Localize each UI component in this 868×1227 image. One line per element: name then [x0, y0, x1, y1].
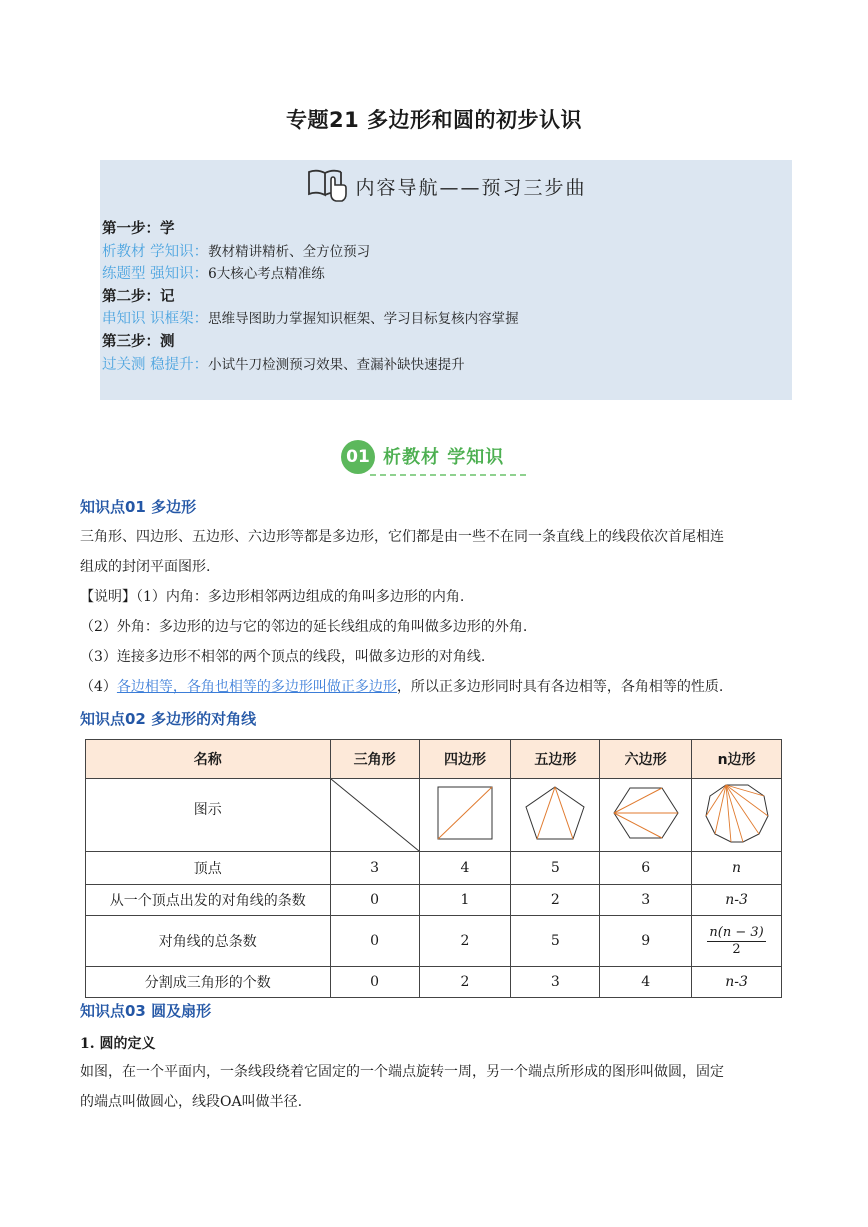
figure-row-label: 图示: [86, 779, 331, 852]
nav-tag-framework: 串知识 识框架：: [102, 311, 209, 328]
cell-value: n-3: [692, 885, 782, 916]
n-gon-figure: [704, 782, 770, 844]
table-header-row: [86, 740, 782, 779]
cell-value: 2: [419, 916, 511, 967]
cell-value: 0: [330, 916, 419, 967]
section-underline: [370, 474, 526, 476]
cell-value: 2: [419, 967, 511, 998]
quadrilateral-figure-cell: [419, 779, 511, 852]
section-banner: [340, 437, 528, 477]
content-navigation-box: [100, 160, 792, 400]
pentagon-figure: [523, 784, 587, 842]
table-row: [86, 779, 782, 852]
nav-desc-study: 教材精讲精析、全方位预习: [208, 243, 371, 260]
nav-heading-text: 内容导航——预习三步曲: [355, 176, 587, 199]
section-number-badge: 01: [341, 440, 375, 474]
nav-desc-framework: 思维导图助力掌握知识框架、学习目标复核内容掌握: [208, 311, 519, 328]
cell-value: 6: [600, 852, 692, 885]
kp1-title: 知识点01 多边形: [80, 498, 197, 516]
circle-definition-heading: 1. 圆的定义: [80, 1036, 156, 1052]
step-2-label: 第二步：记: [102, 288, 175, 305]
nav-heading: [100, 166, 792, 206]
kp1-note-4-suffix: ，所以正多边形同时具有各边相等，各角相等的性质.: [396, 679, 724, 695]
pentagon-figure-cell: [511, 779, 600, 852]
step-3-label: 第三步：测: [102, 333, 175, 350]
cell-value: 3: [600, 885, 692, 916]
book-pointer-icon: [305, 164, 349, 208]
header-triangle: 三角形: [330, 740, 419, 779]
hexagon-figure: [612, 784, 680, 842]
cell-value: 4: [600, 967, 692, 998]
kp3-title: 知识点03 圆及扇形: [80, 1002, 212, 1020]
cell-value: 3: [511, 967, 600, 998]
fraction: [707, 925, 765, 958]
kp2-title: 知识点02 多边形的对角线: [80, 710, 257, 728]
nav-tag-study: 析教材 学知识：: [102, 243, 209, 260]
kp1-paragraph-line2: 组成的封闭平面图形.: [80, 559, 211, 575]
nav-lines: [102, 218, 782, 376]
cell-value: 5: [511, 852, 600, 885]
hexagon-figure-cell: [600, 779, 692, 852]
kp3-paragraph-line2: 的端点叫做圆心，线段OA叫做半径.: [80, 1094, 303, 1110]
cell-value: 4: [419, 852, 511, 885]
row-label-vertices: 顶点: [86, 852, 331, 885]
fraction-numerator: n(n − 3): [709, 924, 764, 940]
row-label-diagonals-from-vertex: 从一个顶点出发的对角线的条数: [86, 885, 331, 916]
cell-value: 5: [511, 916, 600, 967]
cell-value: 2: [511, 885, 600, 916]
quadrilateral-figure: [435, 784, 495, 842]
header-hexagon: 六边形: [600, 740, 692, 779]
kp1-note-2: （2）外角：多边形的边与它的邻边的延长线组成的角叫做多边形的外角.: [80, 619, 528, 635]
diagonal-table: [85, 739, 782, 998]
cell-value: n: [692, 852, 782, 885]
n-gon-figure-cell: [692, 779, 782, 852]
row-label-total-diagonals: 对角线的总条数: [86, 916, 331, 967]
nav-tag-practice: 练题型 强知识：: [102, 266, 209, 283]
kp3-paragraph-line1: 如图，在一个平面内，一条线段绕着它固定的一个端点旋转一周，另一个端点所形成的图形叫做圆，固定: [80, 1064, 724, 1080]
page-title: 专题21 多边形和圆的初步认识: [285, 108, 583, 132]
cell-value: 9: [600, 916, 692, 967]
header-name: 名称: [86, 740, 331, 779]
cell-value: 3: [330, 852, 419, 885]
table-row: [86, 852, 782, 885]
cell-formula: [692, 916, 782, 967]
fraction-denominator: 2: [732, 941, 741, 957]
triangle-diagonal-figure: [331, 779, 419, 851]
header-pentagon: 五边形: [511, 740, 600, 779]
kp1-paragraph-line1: 三角形、四边形、五边形、六边形等都是多边形，它们都是由一些不在同一条直线上的线段依次首尾相连: [80, 529, 724, 545]
nav-tag-test: 过关测 稳提升：: [102, 356, 209, 373]
cell-value: 1: [419, 885, 511, 916]
table-row: [86, 916, 782, 967]
regular-polygon-link[interactable]: 各边相等，各角也相等的多边形叫做正多边形: [116, 679, 397, 695]
header-quadrilateral: 四边形: [419, 740, 511, 779]
kp1-note-4-prefix: （4）: [80, 679, 117, 695]
cell-value: 0: [330, 967, 419, 998]
header-n-gon: n边形: [692, 740, 782, 779]
table-row: [86, 967, 782, 998]
kp1-note-1: 【说明】（1）内角：多边形相邻两边组成的角叫多边形的内角.: [80, 589, 465, 605]
section-label: 析教材 学知识: [383, 447, 505, 468]
row-label-triangles: 分割成三角形的个数: [86, 967, 331, 998]
table-row: [86, 885, 782, 916]
cell-value: n-3: [692, 967, 782, 998]
nav-desc-test: 小试牛刀检测预习效果、查漏补缺快速提升: [208, 356, 465, 373]
triangle-figure-cell: [330, 779, 419, 852]
nav-desc-practice: 6大核心考点精准练: [208, 266, 325, 283]
kp1-note-3: （3）连接多边形不相邻的两个顶点的线段，叫做多边形的对角线.: [80, 649, 486, 665]
step-1-label: 第一步：学: [102, 221, 175, 237]
cell-value: 0: [330, 885, 419, 916]
kp1-note-4: [80, 677, 792, 697]
